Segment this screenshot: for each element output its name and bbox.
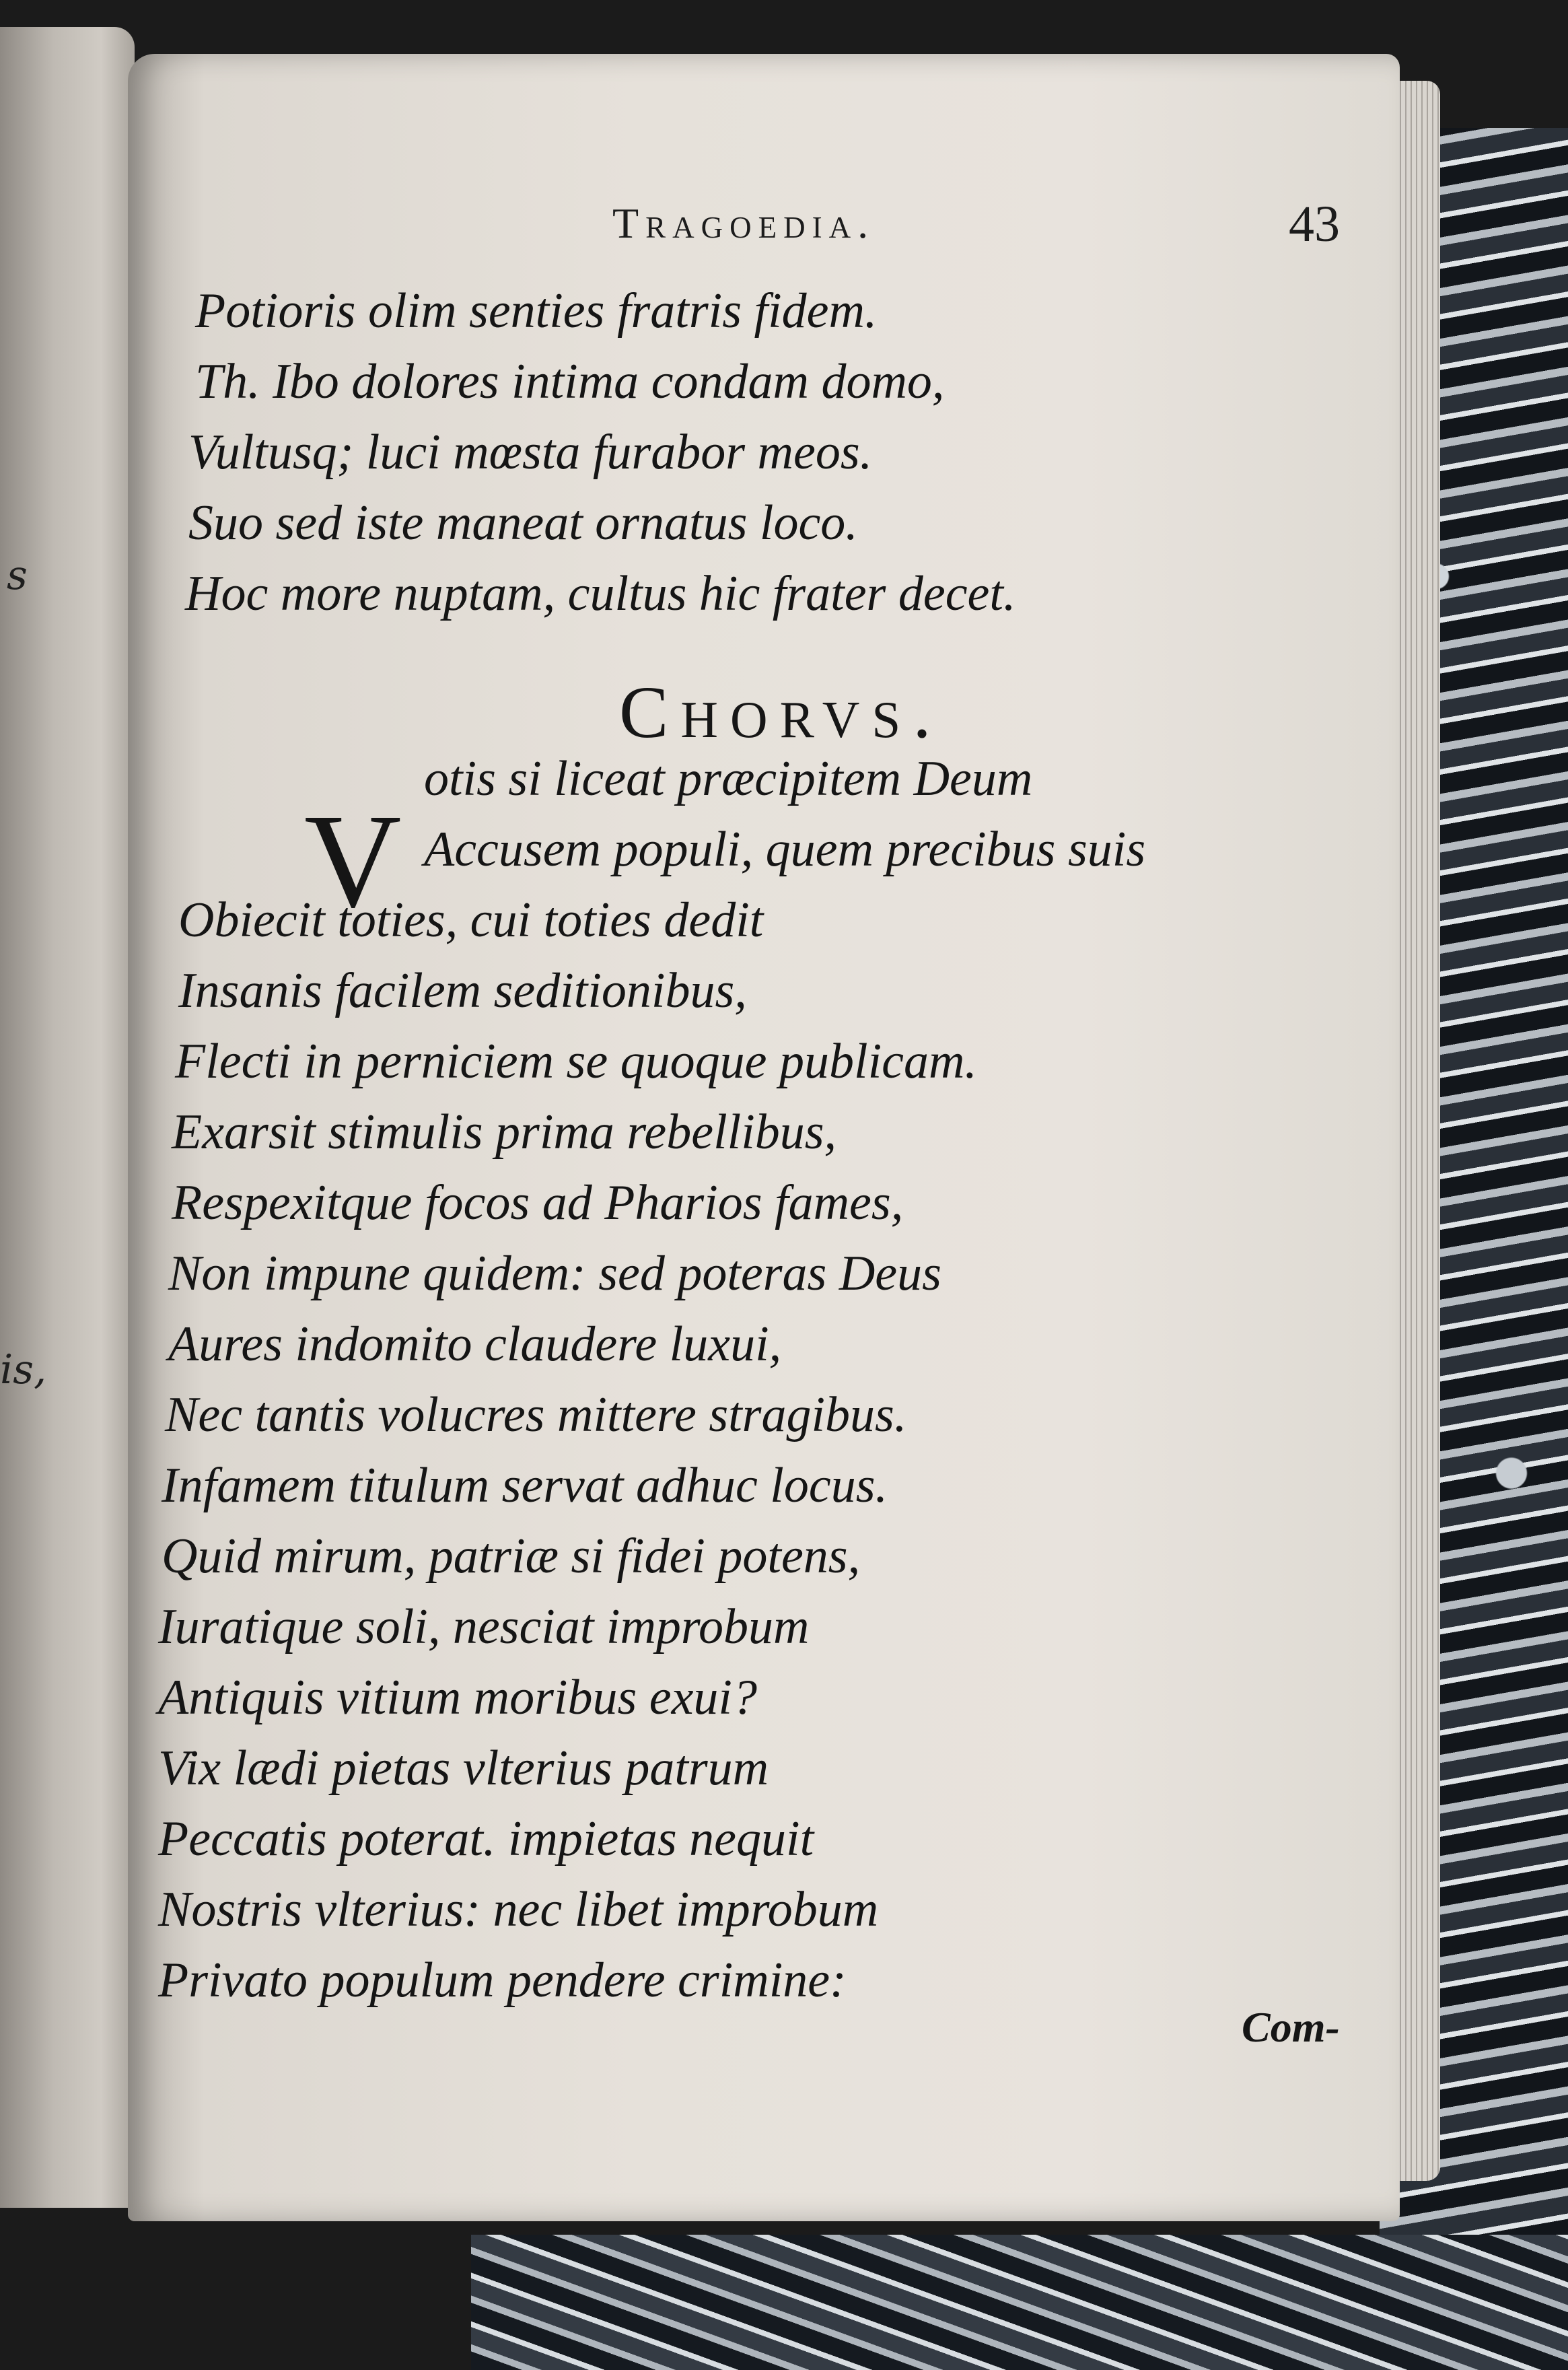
speech-line: Potioris olim senties fratris fidem.	[195, 283, 878, 339]
left-page-fragment: s	[7, 552, 28, 599]
page-number: 43	[1289, 196, 1340, 252]
chorus-heading: Chorvs.	[619, 671, 943, 753]
chorus-line: Antiquis vitium moribus exui?	[158, 1670, 757, 1725]
chorus-line: Peccatis poterat. impietas nequit	[158, 1811, 814, 1867]
left-page-fragment: is,	[0, 1346, 47, 1393]
chorus-line: Nostris vlterius: nec libet improbum	[158, 1882, 879, 1937]
previous-page	[0, 27, 135, 2208]
chorus-line: otis si liceat præcipitem Deum	[424, 751, 1033, 806]
speech-line: Th. Ibo dolores intima condam domo,	[195, 354, 945, 409]
marbled-cover-bottom	[471, 2235, 1568, 2370]
book-page	[128, 54, 1400, 2221]
chorus-line: Accusem populi, quem precibus suis	[424, 822, 1146, 877]
chorus-line: Flecti in perniciem se quoque publicam.	[175, 1034, 977, 1089]
chorus-line: Respexitque focos ad Pharios fames,	[172, 1175, 904, 1230]
chorus-line: Insanis facilem seditionibus,	[178, 963, 747, 1018]
chorus-line: Aures indomito claudere luxui,	[168, 1317, 782, 1372]
chorus-line: Obiecit toties, cui toties dedit	[178, 893, 764, 948]
chorus-line: Exarsit stimulis prima rebellibus,	[172, 1105, 837, 1160]
chorus-line: Privato populum pendere crimine:	[158, 1953, 847, 2008]
drop-capital: V	[304, 787, 402, 936]
chorus-line: Quid mirum, patriæ si fidei potens,	[162, 1529, 861, 1584]
chorus-line: Vix lædi pietas vlterius patrum	[158, 1741, 769, 1796]
speech-line: Suo sed iste maneat ornatus loco.	[188, 495, 858, 551]
chorus-line: Non impune quidem: sed poteras Deus	[168, 1246, 941, 1301]
chorus-line: Iuratique soli, nesciat improbum	[158, 1599, 810, 1654]
speech-line: Vultusq; luci mœsta furabor meos.	[188, 425, 873, 480]
catchword: Com-	[1242, 2003, 1340, 2051]
chorus-line: Infamem titulum servat adhuc locus.	[162, 1458, 888, 1513]
speech-line: Hoc more nuptam, cultus hic frater decet.	[185, 566, 1016, 621]
chorus-line: Nec tantis volucres mittere stragibus.	[165, 1387, 907, 1442]
running-title: Tragoedia.	[612, 199, 876, 247]
